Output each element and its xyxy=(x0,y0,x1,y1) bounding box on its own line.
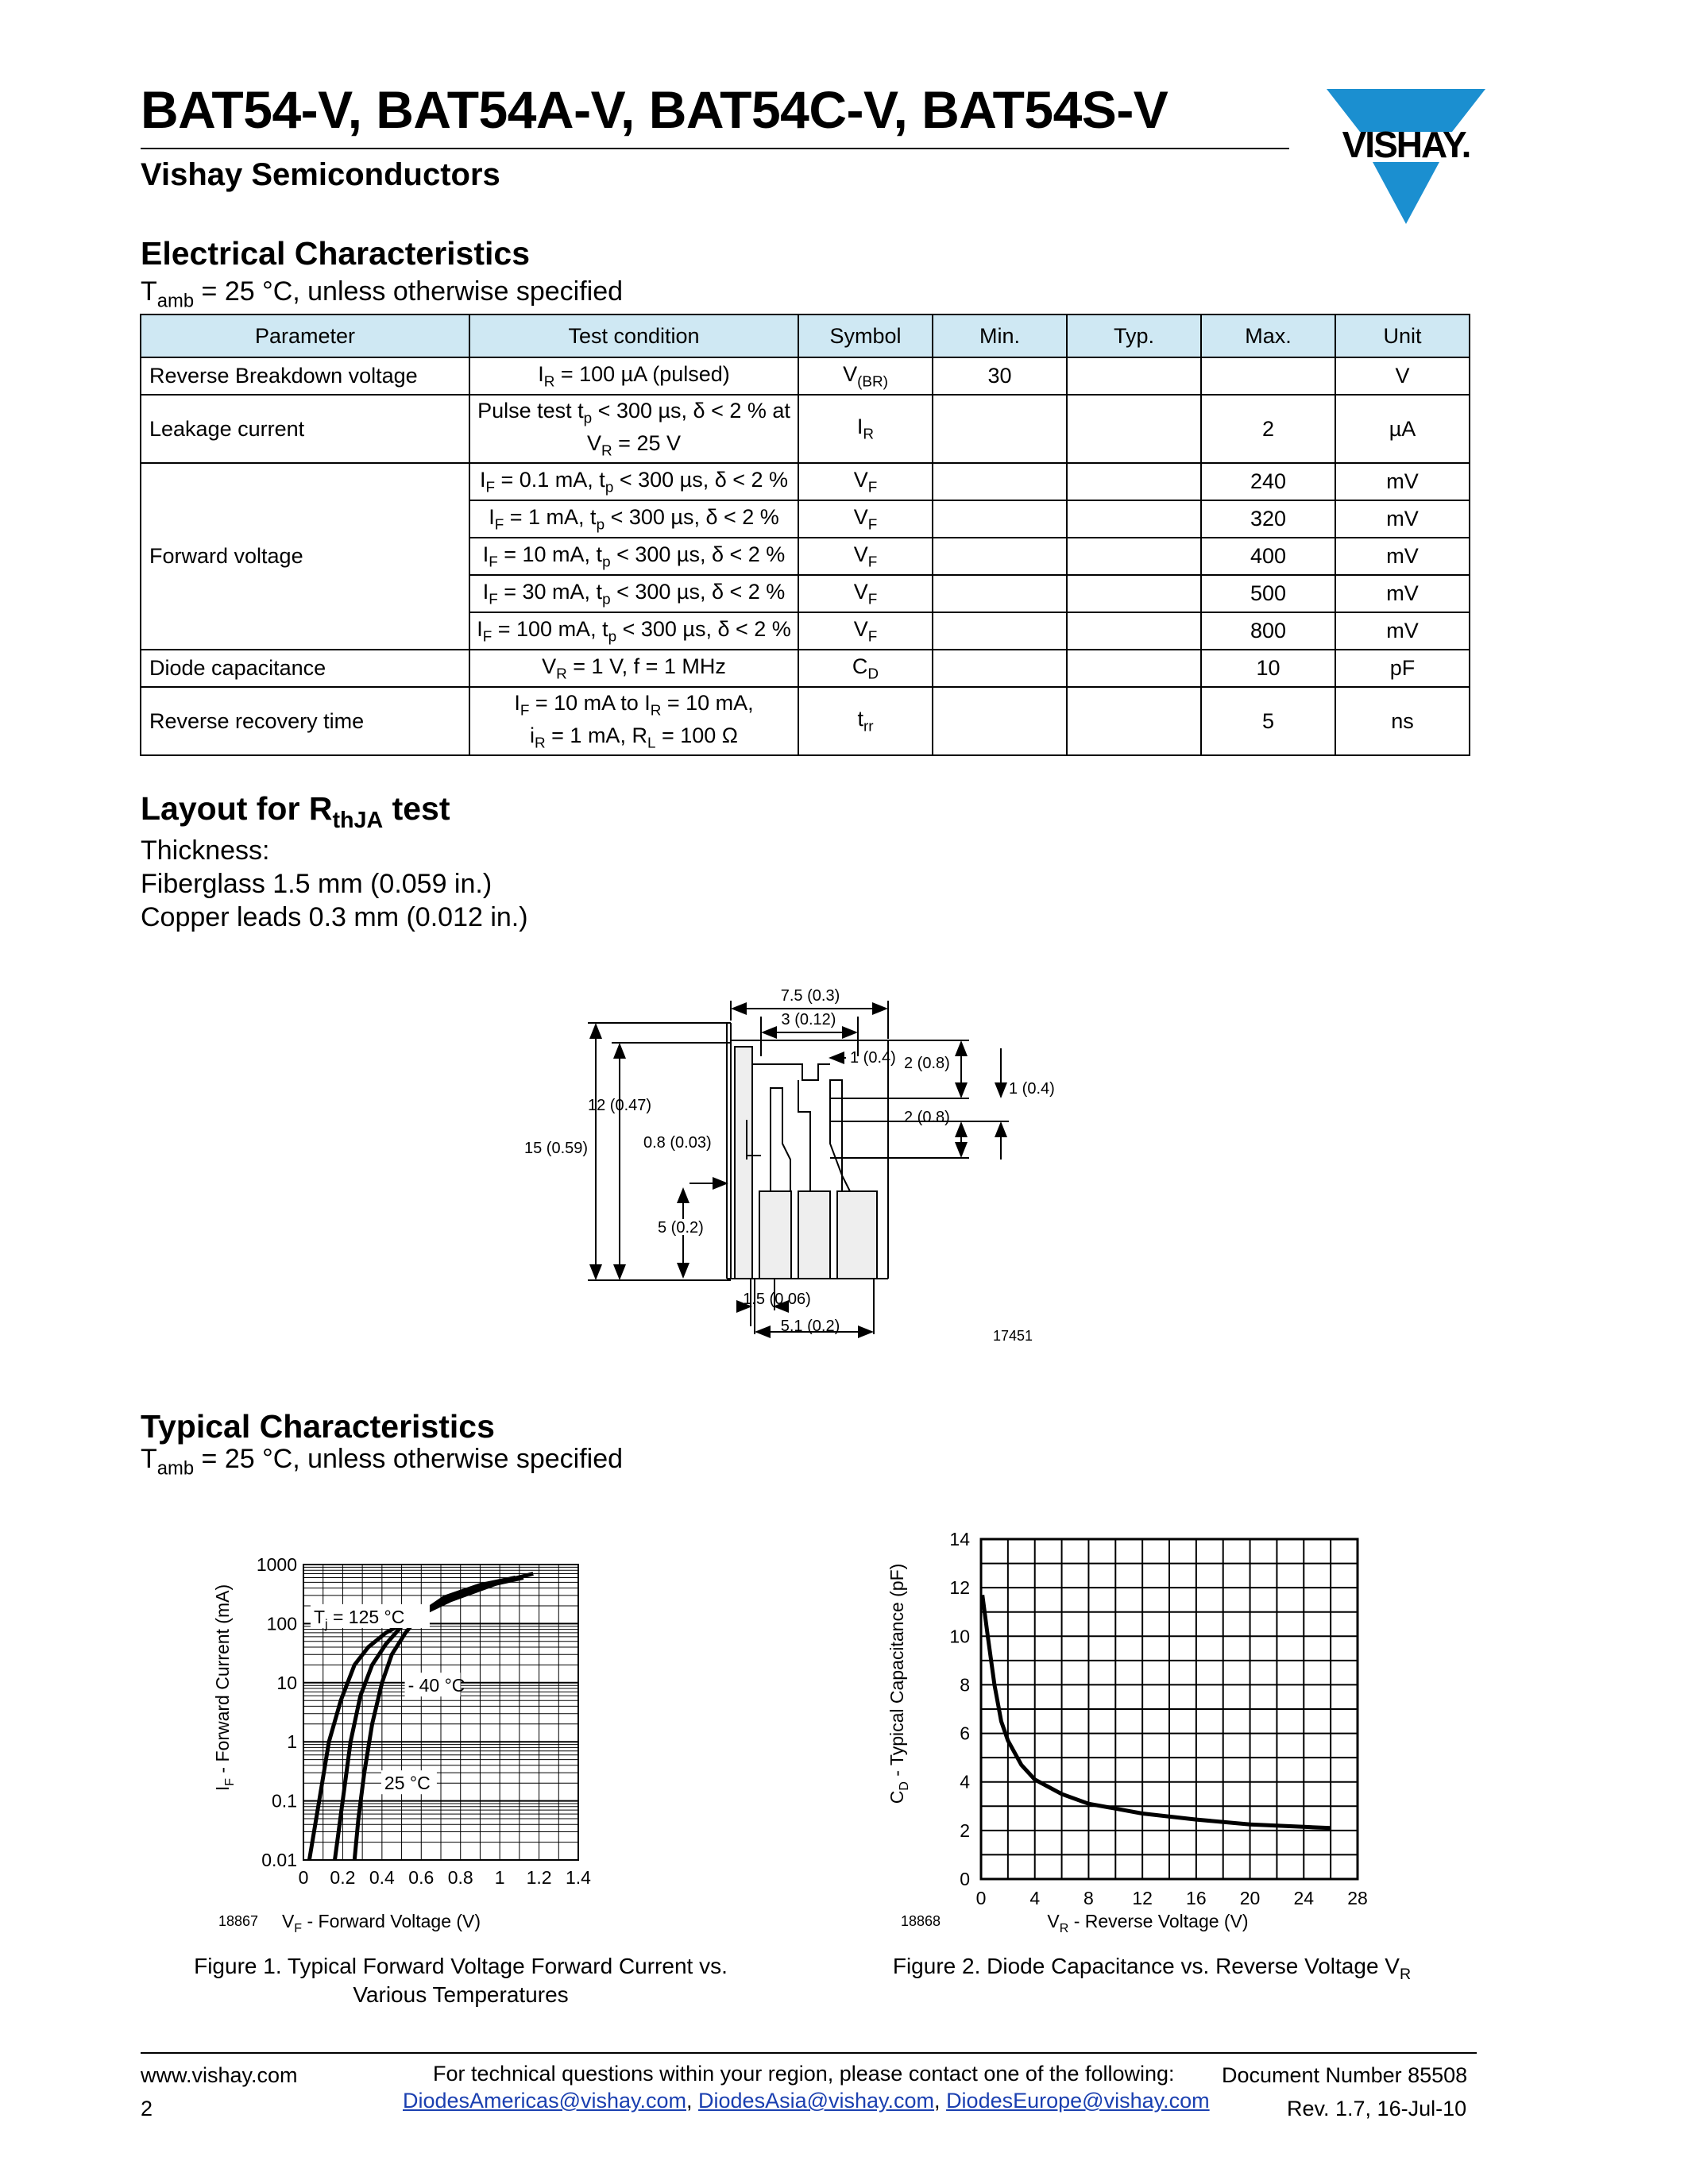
series-label-125c: $T_j = 125$ °C xyxy=(313,1606,405,1631)
dim-label: 3 (0.12) xyxy=(781,1011,836,1028)
column-header: Parameter xyxy=(141,314,469,357)
column-header: Unit xyxy=(1335,314,1470,357)
typical-heading: Typical Characteristics xyxy=(141,1408,495,1445)
table-row: $I_F = 100$ mA, $t_p < 300$ µs, δ < 2 % $V_F$ 800 mV xyxy=(141,612,1470,650)
layout-drawing xyxy=(508,953,1080,1366)
x-tick-label: 16 xyxy=(1186,1888,1207,1908)
table-row: Leakage current Pulse test $t_p < 300$ µs, δ < 2 % at $V_R = 25$ V $I_R$ 2 µA xyxy=(141,395,1470,463)
y-tick-label: 12 xyxy=(949,1577,970,1599)
electrical-table xyxy=(140,314,1470,756)
x-tick-label: 1.2 xyxy=(526,1867,552,1888)
figure-id: 18867 xyxy=(218,1913,259,1929)
x-axis-label: $V_R$ - Reverse Voltage (V) xyxy=(1047,1911,1249,1935)
table-row: Forward voltage $I_F = 0.1$ mA, $t_p < 300$ µs, δ < 2 % $V_F$ 240 mV xyxy=(141,463,1470,500)
footer-website[interactable]: www.vishay.com xyxy=(141,2063,298,2087)
capacitance-chart xyxy=(882,1509,1422,1946)
y-tick-label: 4 xyxy=(960,1771,970,1792)
table-row: Reverse recovery time $I_F = 10$ mA to $I_R = 10$ mA, $i_R = 1$ mA, $R_L = 100$ Ω $t_{rr}$ 5 ns xyxy=(141,687,1470,755)
y-tick-label: 6 xyxy=(960,1723,970,1744)
series-label-25c: 25 °C xyxy=(384,1773,431,1794)
x-tick-label: 28 xyxy=(1347,1888,1368,1908)
dim-label: 7.5 (0.3) xyxy=(780,987,840,1005)
layout-fiberglass: Fiberglass 1.5 mm (0.059 in.) xyxy=(141,869,492,899)
dim-label: 12 (0.47) xyxy=(588,1097,652,1114)
y-tick-label: 14 xyxy=(949,1529,970,1549)
email-asia-link[interactable]: DiodesAsia@vishay.com xyxy=(698,2089,935,2113)
y-tick-label: 1000 xyxy=(256,1554,297,1575)
dim-label: 0.8 (0.03) xyxy=(643,1134,712,1152)
vishay-logo xyxy=(1327,89,1485,224)
document-title: BAT54-V, BAT54A-V, BAT54C-V, BAT54S-V xyxy=(141,80,1168,139)
electrical-condition: $T_{amb} = 25$ °C, unless otherwise specified xyxy=(141,276,624,312)
electrical-heading: Electrical Characteristics xyxy=(141,235,530,272)
x-tick-label: 0.4 xyxy=(369,1867,395,1888)
x-axis-label: $V_F$ - Forward Voltage (V) xyxy=(281,1911,481,1935)
dim-label: 5.1 (0.2) xyxy=(780,1318,840,1335)
table-row: $I_F = 30$ mA, $t_p < 300$ µs, δ < 2 % $V_F$ 500 mV xyxy=(141,575,1470,612)
figure2-caption: Figure 2. Diode Capacitance vs. Reverse Voltage $V_R$ xyxy=(892,1954,1412,1983)
table-row: Diode capacitance $V_R = 1$ V, f = 1 MHz $C_D$ 10 pF xyxy=(141,650,1470,687)
series-label-minus40c: - 40 °C xyxy=(408,1675,465,1696)
dim-label: 15 (0.59) xyxy=(524,1140,589,1157)
x-tick-label: 0.6 xyxy=(408,1867,435,1888)
x-tick-label: 0.8 xyxy=(447,1867,473,1888)
document-number: Document Number 85508 xyxy=(1222,2063,1468,2087)
forward-current-chart xyxy=(191,1517,731,1946)
typical-condition: $T_{amb} = 25$ °C, unless otherwise specified xyxy=(141,1444,624,1480)
column-header: Max. xyxy=(1201,314,1335,357)
column-header: Symbol xyxy=(798,314,933,357)
x-tick-label: 0.2 xyxy=(330,1867,356,1888)
layout-thickness: Thickness: xyxy=(141,835,270,866)
email-americas-link[interactable]: DiodesAmericas@vishay.com xyxy=(403,2089,687,2113)
footer-divider xyxy=(141,2052,1477,2054)
title-divider xyxy=(141,148,1289,149)
dim-label: 2 (0.8) xyxy=(904,1109,950,1126)
table-row: Reverse Breakdown voltage $I_R = 100$ µA (pulsed) $V_{(BR)}$ 30 V xyxy=(141,357,1470,395)
footer-emails: DiodesAmericas@vishay.com, DiodesAsia@vishay.com, DiodesEurope@vishay.com xyxy=(403,2089,1210,2113)
y-tick-label: 0.1 xyxy=(272,1790,297,1812)
page-number: 2 xyxy=(141,2097,153,2120)
y-tick-label: 10 xyxy=(949,1626,970,1647)
dim-label: 1 (0.4) xyxy=(850,1049,896,1067)
layout-heading: Layout for $R_{thJA}$ test xyxy=(141,790,450,834)
x-tick-label: 20 xyxy=(1239,1888,1261,1908)
table-header-row xyxy=(141,314,1470,357)
dim-label: 1.5 (0.06) xyxy=(743,1291,811,1308)
column-header: Min. xyxy=(933,314,1067,357)
y-tick-label: 1 xyxy=(287,1731,297,1753)
footer-contact: For technical questions within your region, please contact one of the following: xyxy=(433,2062,1175,2086)
figure-id: 18868 xyxy=(901,1913,941,1929)
x-tick-label: 1.4 xyxy=(566,1867,591,1888)
figure-id: 17451 xyxy=(993,1328,1033,1344)
dim-label: 5 (0.2) xyxy=(658,1219,704,1237)
figure1-caption: Figure 1. Typical Forward Voltage Forward Current vs. Various Temperatures xyxy=(194,1954,728,2008)
y-tick-label: 100 xyxy=(266,1613,297,1634)
column-header: Test condition xyxy=(469,314,798,357)
y-tick-label: 10 xyxy=(276,1672,297,1693)
y-tick-label: 0 xyxy=(960,1869,970,1889)
layout-copper: Copper leads 0.3 mm (0.012 in.) xyxy=(141,902,528,932)
x-tick-label: 0 xyxy=(975,1888,987,1908)
x-tick-label: 4 xyxy=(1029,1888,1041,1908)
email-europe-link[interactable]: DiodesEurope@vishay.com xyxy=(946,2089,1210,2113)
column-header: Typ. xyxy=(1067,314,1201,357)
y-tick-label: 8 xyxy=(960,1674,970,1696)
table-row: $I_F = 10$ mA, $t_p < 300$ µs, δ < 2 % $V_F$ 400 mV xyxy=(141,538,1470,575)
table-row: $I_F = 1$ mA, $t_p < 300$ µs, δ < 2 % $V_F$ 320 mV xyxy=(141,500,1470,538)
dim-label: 1 (0.4) xyxy=(1009,1080,1055,1098)
logo-wordmark: VISHAY. xyxy=(1342,124,1470,165)
x-tick-label: 8 xyxy=(1083,1888,1094,1908)
y-tick-label: 2 xyxy=(960,1819,970,1841)
y-axis-label: $C_D$ - Typical Capacitance (pF) xyxy=(886,1563,911,1804)
y-tick-label: 0.01 xyxy=(261,1850,297,1870)
y-axis-label: $I_F$ - Forward Current (mA) xyxy=(212,1584,237,1792)
document-subtitle: Vishay Semiconductors xyxy=(141,157,500,192)
revision: Rev. 1.7, 16-Jul-10 xyxy=(1287,2097,1467,2120)
x-tick-label: 24 xyxy=(1293,1888,1315,1908)
x-tick-label: 1 xyxy=(494,1867,505,1888)
dim-label: 2 (0.8) xyxy=(904,1055,950,1072)
x-tick-label: 0 xyxy=(298,1867,309,1888)
x-tick-label: 12 xyxy=(1132,1888,1153,1908)
